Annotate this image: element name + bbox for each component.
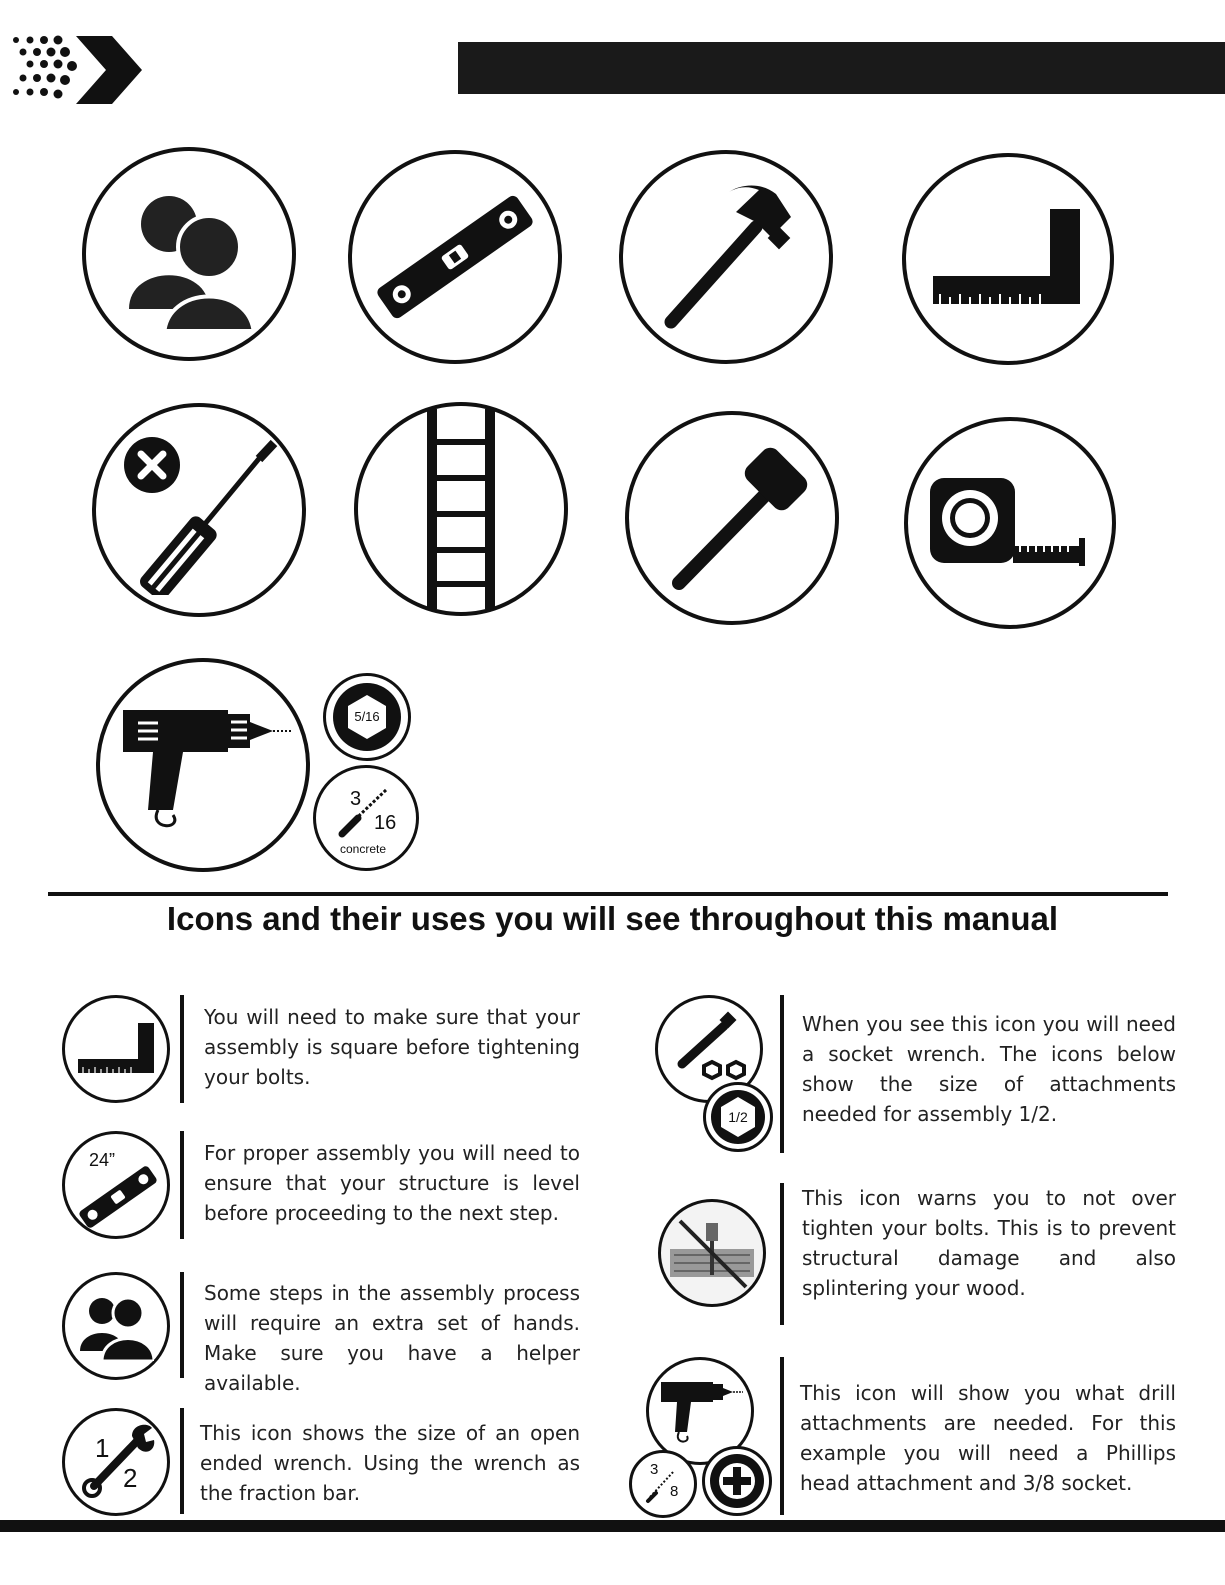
level-size-badge: 24”	[89, 1150, 116, 1170]
drill-bit-icon	[632, 1453, 694, 1515]
bit-numerator: 3	[350, 788, 362, 810]
footer-bar	[0, 1520, 1225, 1532]
screwdriver-icon-circle	[92, 403, 306, 617]
legend-level-text: For proper assembly you will need to ensure that your structure is level before proceeding to the next step.	[204, 1141, 580, 1225]
section-heading: Icons and their uses you will see throughout this manual	[166, 900, 1059, 937]
socket-1-2-circle	[703, 1082, 773, 1152]
level-icon-circle	[348, 150, 562, 364]
mallet-icon-circle	[625, 411, 839, 625]
legend-divider	[780, 1183, 784, 1325]
socket-size-label: 1/2	[728, 1109, 748, 1125]
legend-divider	[180, 1272, 184, 1378]
phillips-head-icon	[708, 1452, 766, 1510]
socket-wrench-icon	[664, 1004, 754, 1094]
drill-icon	[113, 690, 293, 840]
ladder-icon-circle	[354, 402, 568, 616]
legend-square-icon-circle	[62, 995, 170, 1103]
screwdriver-x-icon	[114, 425, 284, 595]
legend-divider	[180, 995, 184, 1103]
level-icon	[365, 167, 545, 347]
tape-measure-icon-circle	[904, 417, 1116, 629]
logo	[6, 34, 146, 106]
square-ruler-icon	[928, 204, 1088, 314]
legend-wrench-icon-circle	[62, 1408, 170, 1516]
legend-wrench-text: This icon shows the size of an open ended wrench. Using the wrench as the fraction bar.	[200, 1421, 580, 1505]
claw-hammer-icon-circle	[619, 150, 833, 364]
open-wrench-icon	[66, 1412, 166, 1512]
bit-3-16-circle	[313, 765, 419, 871]
legend-level-icon-circle	[62, 1131, 170, 1239]
socket-size-label: 5/16	[354, 709, 380, 724]
wrench-denominator: 2	[123, 1463, 138, 1493]
section-divider	[48, 892, 1168, 896]
mallet-icon	[647, 433, 817, 603]
people-icon	[114, 179, 264, 329]
legend-drill-text: This icon will show you what drill attachments are needed. For this example you will need a Phillips head attachment and 3/8 socket.	[800, 1381, 1176, 1495]
bit-3-8-circle	[629, 1450, 697, 1518]
legend-divider	[180, 1131, 184, 1239]
bit-denominator: 8	[670, 1483, 679, 1500]
header-banner	[458, 42, 1225, 94]
square-ruler-icon-circle	[902, 153, 1114, 365]
people-icon-circle	[82, 147, 296, 361]
bit-numerator: 3	[650, 1461, 659, 1478]
ladder-icon	[421, 409, 501, 609]
drill-icon	[657, 1374, 743, 1448]
no-overtighten-icon	[662, 1203, 762, 1303]
people-icon	[78, 1291, 154, 1361]
legend-divider	[180, 1408, 184, 1514]
bit-denominator: 16	[374, 812, 397, 834]
legend-overtighten-icon-circle	[658, 1199, 766, 1307]
bit-material: concrete	[340, 842, 387, 856]
drill-icon-circle	[96, 658, 310, 872]
tape-measure-icon	[925, 468, 1095, 578]
legend-socket-text: When you see this icon you will need a socket wrench. The icons below show the size of attachments needed for assembly 1/2.	[802, 1012, 1176, 1126]
legend-helper-text: Some steps in the assembly process will require an extra set of hands. Make sure you have a helper available.	[204, 1281, 580, 1395]
dotted-chevron-logo-icon	[6, 34, 146, 106]
phillips-bit-circle	[702, 1446, 772, 1516]
level-icon	[68, 1137, 164, 1233]
wrench-numerator: 1	[95, 1433, 110, 1463]
legend-square-text: You will need to make sure that your assembly is square before tightening your bolts.	[204, 1005, 580, 1089]
square-ruler-icon	[74, 1019, 158, 1079]
legend-overtighten-text: This icon warns you to not over tighten your bolts. This is to prevent structural damage and also splintering your wood.	[802, 1186, 1176, 1300]
legend-divider	[780, 995, 784, 1153]
socket-5-16-circle	[323, 673, 411, 761]
claw-hammer-icon	[641, 172, 811, 342]
legend-helper-icon-circle	[62, 1272, 170, 1380]
legend-divider	[780, 1357, 784, 1515]
